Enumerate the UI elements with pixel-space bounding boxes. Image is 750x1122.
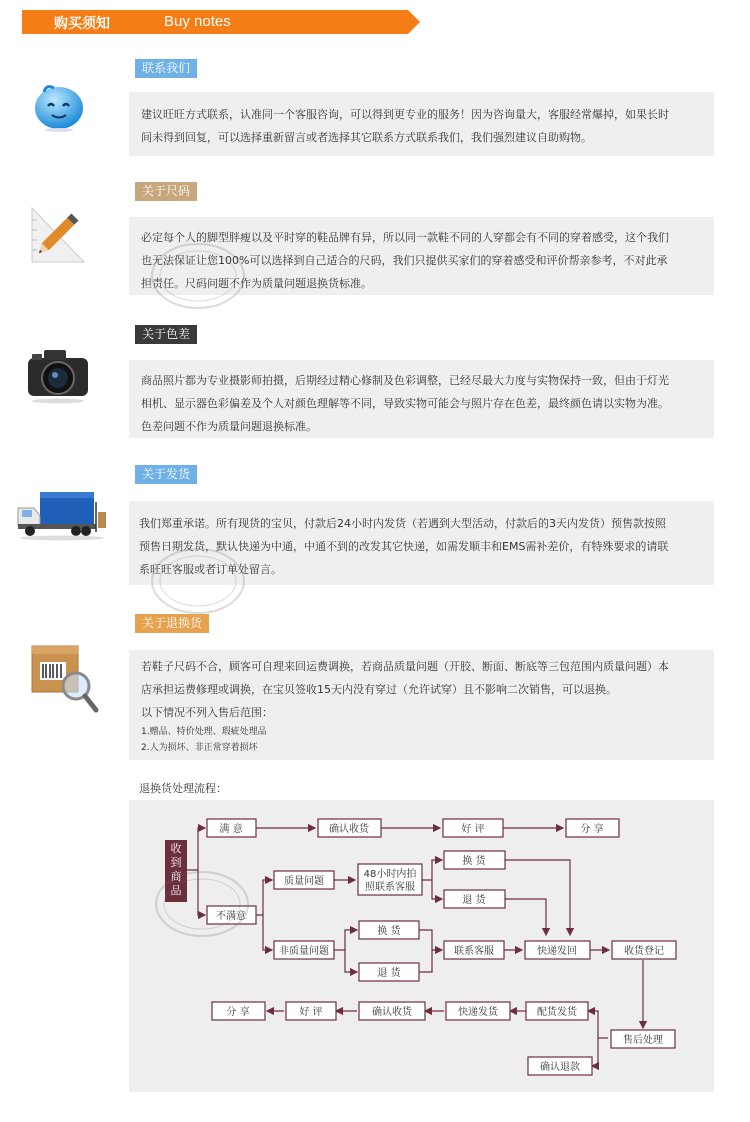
section-label-size: 关于尺码 (135, 182, 197, 201)
node-contact-cs-label: 联系客服 (454, 946, 494, 957)
color-line: 色差问题不作为质量问题退换标准。 (141, 420, 317, 433)
section-label-returns: 关于退换货 (135, 614, 209, 633)
node-satisfied-label: 满 意 (219, 824, 243, 835)
flow-start-char: 收 (170, 842, 182, 855)
node-express-ship-label: 快递发货 (458, 1007, 498, 1018)
returns-line: 以下情况不列入售后范围： (141, 706, 273, 719)
node-exchange-2-label: 换 货 (377, 926, 401, 937)
size-line: 担责任。尺码问题不作为质量问题退换货标准。 (141, 277, 372, 290)
node-confirm-receipt-2-label: 确认收货 (372, 1007, 412, 1018)
section-label-contact: 联系我们 (135, 59, 197, 78)
node-confirm-receipt-1-label: 确认收货 (329, 824, 369, 835)
node-quality-issue-label: 质量问题 (284, 876, 324, 887)
node-ship-label: 配货发货 (537, 1007, 577, 1018)
contact-line: 建议旺旺方式联系，认准同一个客服咨询，可以得到更专业的服务！因为咨询量大，客服经常爆掉，如果长时 (141, 108, 669, 121)
returns-exclusion-item: 1.赠品、特价处理、瑕疵处理品 (141, 727, 267, 737)
shipping-line: 预售日期发货，默认快递为中通，中通不到的改发其它快递，如需发顺丰和EMS需补差价，有特殊要求的请联 (139, 540, 669, 553)
node-return-2-label: 退 货 (377, 968, 401, 979)
contact-line: 间未得到回复，可以选择重新留言或者选择其它联系方式联系我们，我们强烈建议自助购物。 (141, 131, 592, 144)
node-contact-48h-label-b: 照联系客服 (365, 882, 415, 893)
returns-exclusion-item: 2.人为损坏、非正常穿着损坏 (141, 743, 258, 753)
shipping-line: 系旺旺客服或者订单处留言。 (139, 563, 282, 576)
node-confirm-refund-label: 确认退款 (540, 1062, 580, 1073)
node-exchange-1-label: 换 货 (462, 856, 486, 867)
node-good-review-1-label: 好 评 (461, 824, 485, 835)
flow-start-char: 品 (170, 884, 182, 897)
node-after-sale-label: 售后处理 (623, 1035, 663, 1046)
watermark-stamp (148, 240, 248, 312)
section-label-color: 关于色差 (135, 325, 197, 344)
flow-title: 退换货处理流程： (139, 782, 227, 795)
node-share-1-label: 分 享 (580, 824, 604, 835)
watermark-stamp (148, 545, 248, 617)
flow-start-char: 商 (170, 870, 182, 883)
returns-line: 若鞋子尺码不合，顾客可自理来回运费调换，若商品质量问题（开胶、断面、断底等三包范围内质量问题）本 (141, 660, 669, 673)
node-good-review-2-label: 好 评 (299, 1007, 323, 1018)
node-non-quality-issue-label: 非质量问题 (279, 946, 329, 957)
flow-start-char: 到 (170, 856, 182, 869)
size-line: 也无法保证让您100%可以选择到自己适合的尺码，我们只提供买家们的穿着感受和评价帮亲参考，不对此承 (141, 254, 668, 267)
watermark-stamp (152, 868, 252, 940)
node-receive-log-label: 收货登记 (624, 946, 664, 957)
header-title-en: Buy notes (164, 13, 231, 30)
node-return-1-label: 退 货 (462, 895, 486, 906)
color-line: 相机、显示器色彩偏差及个人对颜色理解等不同，导致实物可能会与照片存在色差，最终颜色请以实物为准。 (141, 397, 669, 410)
header-title-cn: 购买须知 (54, 16, 110, 32)
returns-line: 店承担运费修理或调换，在宝贝签收15天内没有穿过（允许试穿）且不影响二次销售，可以退换。 (141, 683, 617, 696)
node-express-return-label: 快递发回 (537, 946, 577, 957)
node-contact-48h-label-a: 48小时内拍 (363, 869, 417, 880)
color-line: 商品照片都为专业摄影师拍摄，后期经过精心修制及色彩调整，已经尽最大力度与实物保持一致，但由于灯光 (141, 374, 669, 387)
section-label-shipping: 关于发货 (135, 465, 197, 484)
size-line: 必定每个人的脚型胖瘦以及平时穿的鞋品牌有异，所以同一款鞋不同的人穿都会有不同的穿着感受，这个我们 (141, 231, 669, 244)
shipping-line: 我们郑重承诺。所有现货的宝贝，付款后24小时内发货（若遇到大型活动，付款后的3天内发货）预售款按照 (139, 517, 666, 530)
node-unsatisfied-label: 不满意 (216, 911, 246, 922)
node-share-2-label: 分 享 (226, 1007, 250, 1018)
